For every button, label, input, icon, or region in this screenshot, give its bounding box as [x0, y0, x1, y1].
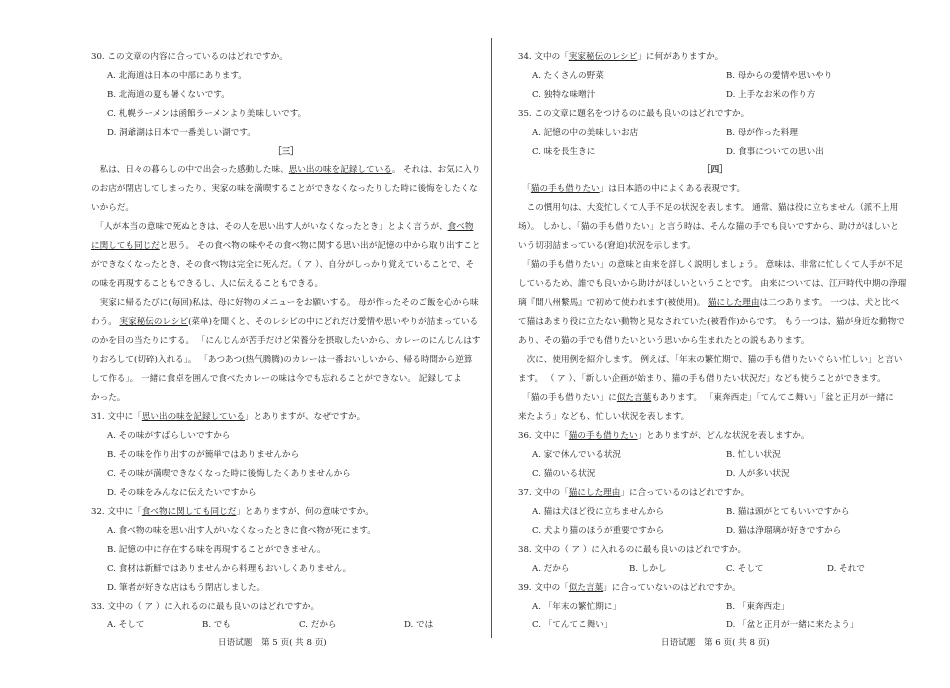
section-4-heading: ［四］ [702, 165, 728, 175]
passage4-line: 「猫の手も借りたい」の意味と由来を詳しく説明しましょう。 意味は、非常に忙しくて人手が不足 [518, 260, 904, 270]
q35-option-d: D. 食事についての思い出 [726, 147, 824, 157]
q32-option-a: A. 食べ物の味を思い出す人がいなくなったときに食べ物が死にます。 [107, 526, 376, 536]
q31-option-d: D. その味をみんなに伝えたいですから [107, 488, 257, 498]
q31-stem: 31. 文中に「思い出の味を記録している」とありますが、なぜですか。 [91, 412, 366, 422]
q39-stem: 39. 文中の「似た言葉」に合っていないのはどれですか。 [518, 583, 741, 593]
underlined-phrase: 猫の手も借りたい [530, 184, 600, 194]
q31-option-a: A. その味がすばらしいですから [107, 431, 231, 441]
q37-option-d: D. 猫は浄瑠璃が好きですから [726, 526, 842, 536]
passage4-line: あり、その猫の手でも借りたいという思いから生まれたとの説もあります。 [518, 336, 810, 346]
q33-option-d: D. では [404, 620, 434, 630]
passage3-line: のお店が閉店してしまったり、実家の味を満喫することができなくなったりした時に後悔をしたくな [91, 184, 478, 194]
underlined-phrase: に関しても同じだ [91, 241, 160, 251]
underlined-phrase: 思い出の味を記録している [288, 165, 392, 175]
q36-option-a: A. 家で休んでいる状況 [532, 450, 622, 460]
q33-option-a: A. そして [107, 620, 145, 630]
passage4-line: 「猫の手も借りたい」に似た言葉もあります。 「東奔西走」「てんてこ舞い」「盆と正月が一緒に [518, 393, 894, 403]
passage3-line: かった。 [91, 393, 126, 403]
q32-option-b: B. 記憶の中に存在する味を再現することができません。 [107, 545, 326, 555]
q35-option-b: B. 母が作った料理 [726, 128, 798, 138]
q38-option-c: C. そして [726, 564, 764, 574]
passage4-line: 「猫の手も借りたい」は日本語の中によくある表現です。 [518, 184, 746, 194]
passage4-line: この慣用句は、大変忙しくて人手不足の状況を表します。 通常、猫は役に立ちません（派不上用 [518, 203, 899, 213]
q34-stem: 34. 文中の「実家秘伝のレシピ」に何がありますか。 [518, 52, 724, 62]
passage3-line: ができなくなったとき、その食べ物は完全に死んだ。（ ア ）、自分がしっかり覚えていることで、そ [91, 260, 475, 270]
passage4-line: て猫はあまり役に立たない動物と見なされていた(被看作)からです。 もう一つは、猫が身近な動物で [518, 317, 905, 327]
passage3-line: 「人が本当の意味で死ぬときは、その人を思い出す人がいなくなったとき」とよく言うが、食べ物 [91, 222, 474, 232]
q33-option-c: C. だから [299, 620, 337, 630]
q30-option-d: D. 洞爺湖は日本で一番美しい湖です。 [107, 128, 256, 138]
q37-stem: 37. 文中の「猫にした理由」に合っているのはどれですか。 [518, 488, 750, 498]
q32-option-c: C. 食材は新鮮ではありませんから料理もおいしくありません。 [107, 564, 352, 574]
q37-option-b: B. 猫は頭がとてもいいですから [726, 507, 850, 517]
underlined-phrase: 実家秘伝のレシピ [119, 317, 189, 327]
q38-option-b: B. しかし [629, 564, 667, 574]
q39-option-b: B. 「東奔西走」 [726, 602, 790, 612]
passage3-line: いからだ。 [91, 203, 134, 213]
q30-stem: 30. この文章の内容に合っているのはどれですか。 [91, 52, 288, 62]
passage3-line: のかを目の当たりにする。 「にんじんが苦手だけど栄養分を摂取したいから、カレーのにんじんはす [91, 336, 481, 346]
passage3-line: りおろして(切碎)入れる」。 「あつあつ(热气腾腾)のカレーは一番おいしいから、帰る時間から逆算 [91, 355, 473, 365]
passage4-line: 次に、使用例を紹介します。 例えば、「年末の繁忙期で、猫の手も借りたいぐらい忙しい」と言い [518, 355, 903, 365]
passage3-line: 私は、日々の暮らしの中で出会った感動した味、思い出の味を記録している。 それは、お気に入り [91, 165, 481, 175]
q35-option-c: C. 味を長生きに [532, 147, 596, 157]
passage4-line: 来たよう」なども、忙しい状況を表します。 [518, 412, 690, 422]
q38-stem: 38. 文中の（ ア ）に入れるのに最も良いのはどれですか。 [518, 545, 747, 555]
q35-stem: 35. この文章に題名をつけるのに最も良いのはどれですか。 [518, 109, 750, 119]
q36-stem: 36. 文中に「猫の手も借りたい」とありますが、どんな状況を表しますか。 [518, 431, 810, 441]
page-footer: 日语试题 第 6 页( 共 8 页) [661, 638, 770, 648]
q34-option-c: C. 独特な味噌汁 [532, 90, 596, 100]
q30-option-c: C. 札幌ラーメンは函館ラーメンより美味しいです。 [107, 109, 307, 119]
underlined-phrase: 猫にした理由 [707, 298, 760, 308]
q33-option-b: B. でも [202, 620, 231, 630]
q30-option-a: A. 北海道は日本の中部にあります。 [107, 71, 247, 81]
passage4-line: 场）。 しかし、「猫の手も借りたい」と言う時は、そんな猫の手でも良いですから、助けがほしいと [518, 222, 899, 232]
q35-option-a: A. 記憶の中の美味しいお店 [532, 128, 639, 138]
passage4-line: いう切羽詰まっている(窘迫)状況を示します。 [518, 241, 696, 251]
passage4-line: ます。 （ ア ）、「新しい企画が始まり、猫の手も借りたい状況だ」なども使うことができます。 [518, 374, 886, 384]
q38-option-a: A. だから [532, 564, 570, 574]
q38-option-d: D. それで [827, 564, 865, 574]
page-footer: 日语试题 第 5 页( 共 8 页) [218, 638, 327, 648]
q36-option-d: D. 人が多い状況 [726, 469, 790, 479]
q39-option-d: D. 「盆と正月が一緒に来たよう」 [726, 620, 859, 630]
q36-option-c: C. 猫のいる状況 [532, 469, 596, 479]
q37-option-a: A. 猫は犬ほど役に立ちませんから [532, 507, 664, 517]
q36-option-b: B. 忙しい状況 [726, 450, 781, 460]
passage3-line: 実家に帰るたびに(毎回)私は、母に好物のメニューをお願いする。 母が作ったそのご飯を心から味 [91, 298, 479, 308]
q39-option-a: A. 「年末の繁忙期に」 [532, 602, 622, 612]
q39-option-c: C. 「てんてこ舞い」 [532, 620, 613, 630]
q32-stem: 32. 文中に「食べ物に関しても同じだ」とありますが、何の意味ですか。 [91, 507, 374, 517]
q34-option-b: B. 母からの愛情や思いやり [726, 71, 833, 81]
passage4-line: 璃『間八州繋馬』で初めて使われます(被使用)。 猫にした理由は二つあります。 一つは、犬と比べ [518, 298, 900, 308]
exam-page-6 [475, 0, 950, 688]
q34-option-d: D. 上手なお米の作り方 [726, 90, 816, 100]
passage3-line: わう。 実家秘伝のレシピ(菜单)を聞くと、そのレシピの中にどれだけ愛情や思いやりが詰まっている [91, 317, 479, 327]
passage4-line: しているため、誰でも良いから助けがほしいということです。 由来については、江戸時代中期の浄瑠 [518, 279, 907, 289]
passage3-line: して作る」。 一緒に食卓を囲んで食べたカレーの味は今でも忘れることができない。 記録してよ [91, 374, 462, 384]
q32-option-d: D. 筆者が好きな店はもう閉店しました。 [107, 583, 266, 593]
q30-option-b: B. 北海道の夏も暑くないです。 [107, 90, 230, 100]
passage3-line: に関しても同じだと思う。 その食べ物の味やその食べ物に関する思い出が記憶の中から取り出すこと [91, 241, 481, 251]
q37-option-c: C. 犬より猫のほうが重要ですから [532, 526, 665, 536]
q33-stem: 33. 文中の（ ア ）に入れるのに最も良いのはどれですか。 [91, 602, 320, 612]
q34-option-a: A. たくさんの野菜 [532, 71, 604, 81]
underlined-phrase: 似た言葉 [616, 393, 652, 403]
section-3-heading: ［三］ [273, 147, 299, 157]
q31-option-b: B. その味を作り出すのが簡単ではありませんから [107, 450, 300, 460]
q31-option-c: C. その味が満喫できなくなった時に後悔したくありませんから [107, 469, 351, 479]
underlined-phrase: 食べ物 [447, 222, 474, 232]
passage3-line: の味を再現することもできるし、人に伝えることもできる。 [91, 279, 324, 289]
